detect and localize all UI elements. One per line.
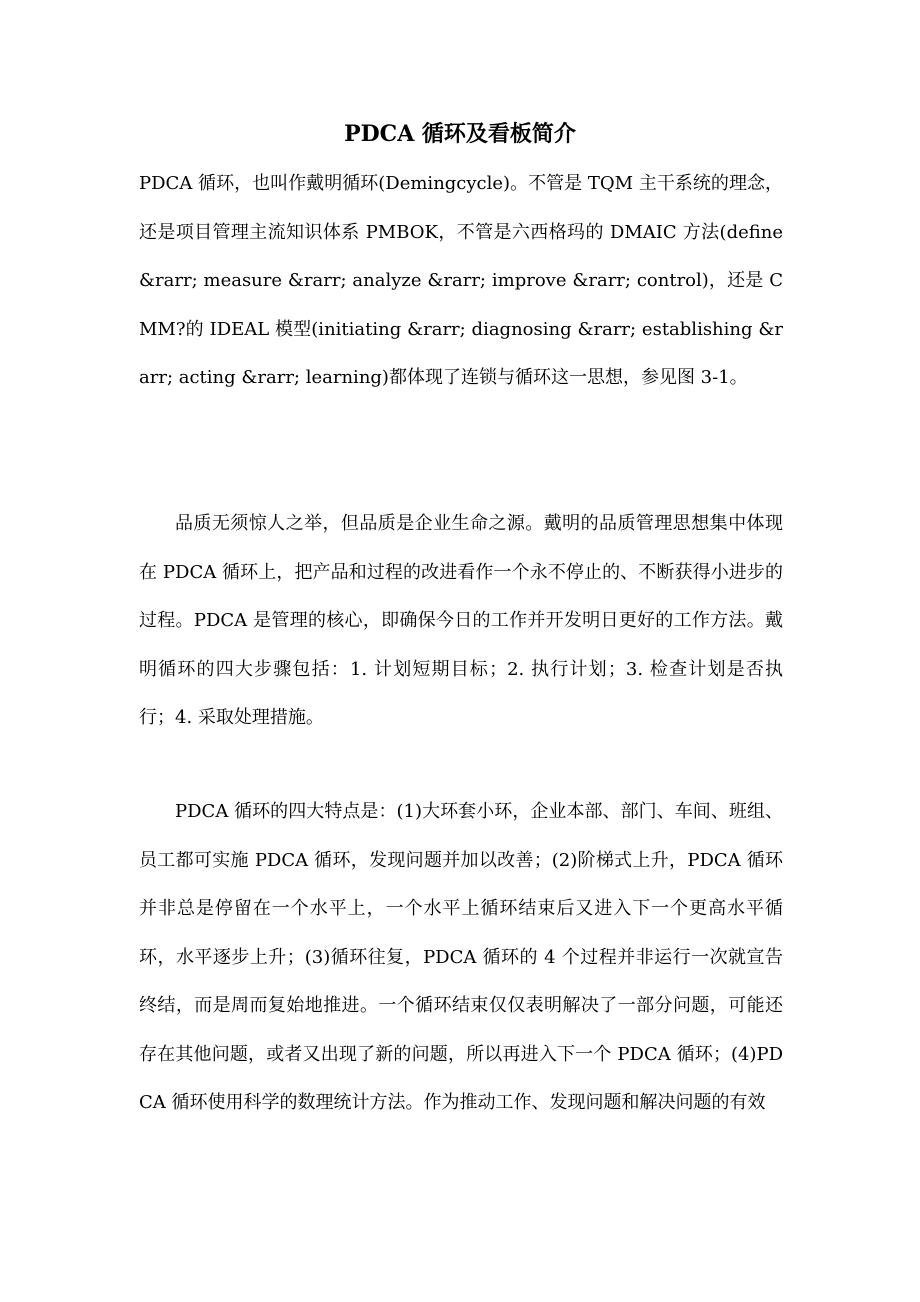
paragraph-3: PDCA 循环的四大特点是：(1)大环套小环，企业本部、部门、车间、班组、员工都可实施 PDCA 循环，发现问题并加以改善；(2)阶梯式上升，PDCA 循环并非总是停留在一个水平上，一个水平上循环结束后又进入下一个更高水平循环，水平逐步上升；(3)循环往复，PDCA 循环的 4 个过程并非运行一次就宣告终结，而是周而复始地推进。一个循环结束仅仅表明解决了一部分问题，可能还存在其他问题，或者又出现了新的问题，所以再进入下一个 PDCA 循环；(4)PDCA 循环使用科学的数理统计方法。作为推动工作、发现问题和解决问题的有效 xyxy=(139,801,783,1113)
paragraph-2: 品质无须惊人之举，但品质是企业生命之源。戴明的品质管理思想集中体现在 PDCA 循环上，把产品和过程的改进看作一个永不停止的、不断获得小进步的过程。PDCA 是管理的核心，即确保今日的工作并开发明日更好的工作方法。戴明循环的四大步骤包括：1. 计划短期目标；2. 执行计划；3. 检查计划是否执行；4. 采取处理措施。 xyxy=(139,513,783,728)
document-title: PDCA 循环及看板简介 xyxy=(344,121,576,147)
paragraph-1: PDCA 循环，也叫作戴明循环(Demingcycle)。不管是 TQM 主干系统的理念，还是项目管理主流知识体系 PMBOK，不管是六西格玛的 DMAIC 方法(define &rarr; measure &rarr; analyze &rarr; improve &rarr; control)，还是 CMM?的 IDEAL 模型(initiating &rarr; diagnosing &rarr; establishing &rarr; acting &rarr; learning)都体现了连锁与循环这一思想，参见图 3-1。 xyxy=(139,173,783,388)
